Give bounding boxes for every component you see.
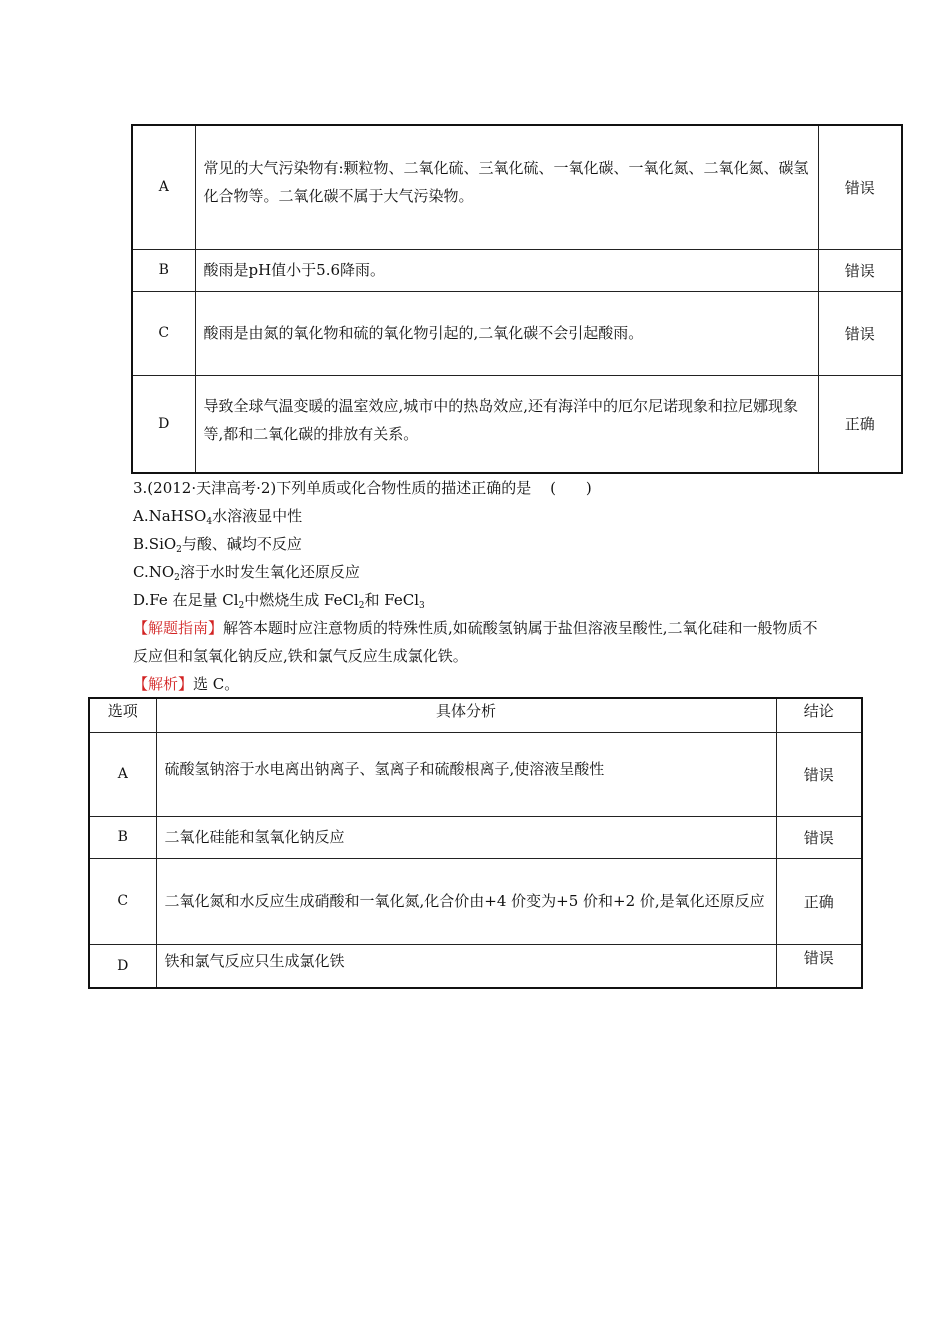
option-b-text-suffix: 与酸、碱均不反应 (181, 535, 302, 553)
option-cell: B (89, 816, 156, 858)
question-stem-text: 3.(2012·天津高考·2)下列单质或化合物性质的描述正确的是 (133, 479, 532, 497)
table-header-row (89, 698, 862, 732)
option-a-text: A.NaHSO (133, 507, 207, 525)
conclusion-cell: 错误 (818, 125, 902, 249)
table-row (89, 816, 862, 858)
option-d-text: D.Fe 在足量 Cl (133, 591, 239, 609)
question-stem (133, 474, 833, 502)
analysis-cell: 常见的大气污染物有:颗粒物、二氧化硫、三氧化硫、一氧化碳、一氧化氮、二氧化氮、碳氢化合物等。二氧化碳不属于大气污染物。 (195, 125, 818, 249)
conclusion-cell: 正确 (776, 858, 862, 944)
option-cell: C (132, 291, 195, 375)
option-a (133, 502, 833, 530)
subscript: 2 (176, 545, 182, 555)
answer-blank: ( ) (550, 479, 592, 497)
conclusion-cell: 正确 (818, 375, 902, 473)
subscript: 4 (206, 517, 213, 527)
table-row (89, 944, 862, 988)
subscript: 2 (238, 601, 245, 611)
option-cell: A (132, 125, 195, 249)
header-analysis: 具体分析 (156, 698, 776, 732)
option-cell: A (89, 732, 156, 816)
analysis-cell: 铁和氯气反应只生成氯化铁 (156, 944, 776, 988)
option-b-text: B.SiO (133, 535, 177, 553)
subscript: 3 (419, 601, 425, 611)
option-cell: C (89, 858, 156, 944)
table-row (132, 375, 902, 473)
subscript: 2 (358, 601, 365, 611)
conclusion-cell: 错误 (776, 816, 862, 858)
option-cell: D (89, 944, 156, 988)
header-conclusion: 结论 (776, 698, 862, 732)
option-cell: D (132, 375, 195, 473)
header-option: 选项 (89, 698, 156, 732)
option-c-text-suffix: 溶于水时发生氧化还原反应 (179, 563, 360, 581)
analysis-table-1 (131, 124, 903, 474)
table-row (89, 732, 862, 816)
analysis-cell: 二氧化硅能和氢氧化钠反应 (156, 816, 776, 858)
analysis-answer: 选 C。 (193, 675, 240, 693)
analysis-cell: 硫酸氢钠溶于水电离出钠离子、氢离子和硫酸根离子,使溶液呈酸性 (156, 732, 776, 816)
solution-guide (133, 614, 823, 670)
solution-guide-text: 解答本题时应注意物质的特殊性质,如硫酸氢钠属于盐但溶液呈酸性,二氧化硅和一般物质不反应但和氢氧化钠反应,铁和氯气反应生成氯化铁。 (133, 619, 818, 665)
subscript: 2 (174, 573, 180, 583)
table-row (89, 858, 862, 944)
option-c-text: C.NO (133, 563, 175, 581)
solution-guide-tag: 【解题指南】 (133, 619, 224, 637)
option-d (133, 586, 833, 614)
analysis-table-2 (88, 697, 863, 989)
table-row (132, 291, 902, 375)
analysis-line (133, 670, 833, 698)
analysis-tag: 【解析】 (133, 675, 194, 693)
option-b (133, 530, 833, 558)
analysis-cell: 导致全球气温变暖的温室效应,城市中的热岛效应,还有海洋中的厄尔尼诺现象和拉尼娜现象等,都和二氧化碳的排放有关系。 (195, 375, 818, 473)
conclusion-cell: 错误 (776, 732, 862, 816)
conclusion-cell: 错误 (776, 944, 862, 988)
analysis-cell: 酸雨是pH值小于5.6降雨。 (195, 249, 818, 291)
analysis-cell: 酸雨是由氮的氧化物和硫的氧化物引起的,二氧化碳不会引起酸雨。 (195, 291, 818, 375)
table-row (132, 125, 902, 249)
question-block (133, 474, 833, 698)
option-d-text-mid: 中燃烧生成 FeCl (244, 591, 359, 609)
option-d-text-and: 和 FeCl (364, 591, 420, 609)
table-row (132, 249, 902, 291)
option-c (133, 558, 833, 586)
option-a-text-suffix: 水溶液显中性 (212, 507, 303, 525)
analysis-cell: 二氧化氮和水反应生成硝酸和一氧化氮,化合价由+4 价变为+5 价和+2 价,是氧化还原反应 (156, 858, 776, 944)
conclusion-cell: 错误 (818, 291, 902, 375)
option-cell: B (132, 249, 195, 291)
conclusion-cell: 错误 (818, 249, 902, 291)
